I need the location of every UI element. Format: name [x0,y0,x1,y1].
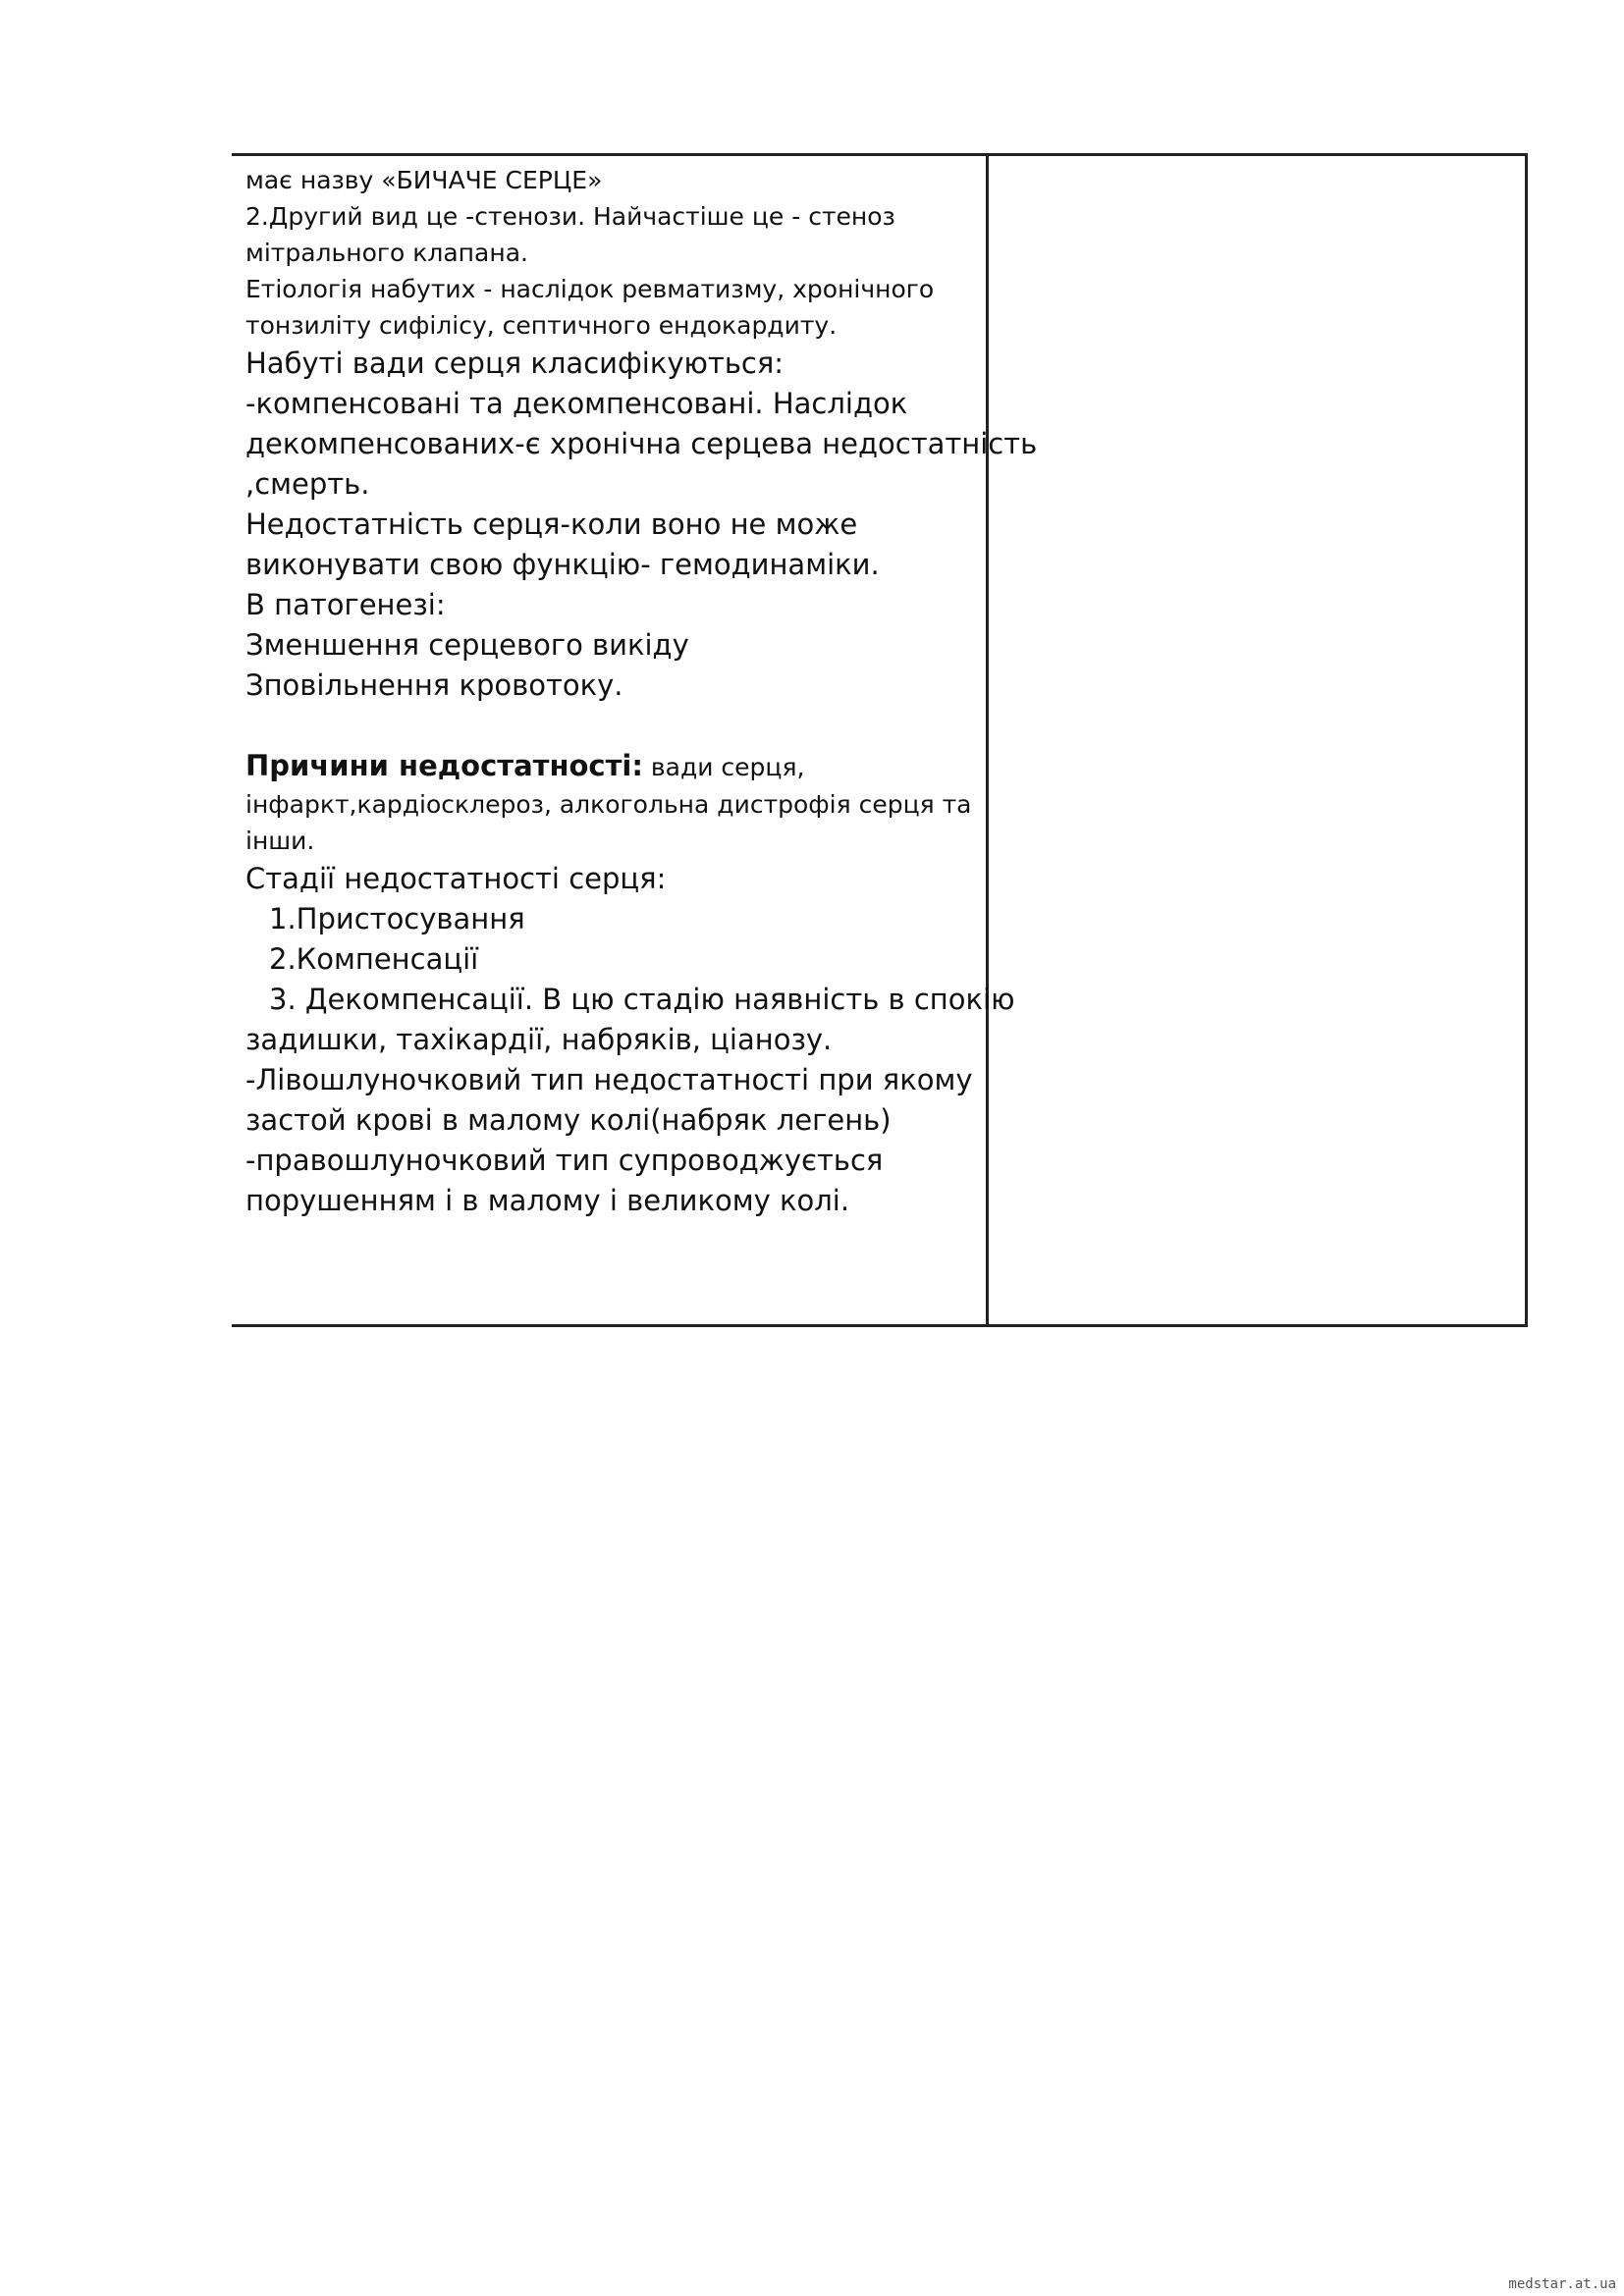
stage-item: 1.Пристосування [269,902,525,935]
text-line: -компенсовані та декомпенсовані. Наслідок [245,387,908,420]
document-table [232,153,1528,1327]
paragraph-gap [245,706,976,746]
text-line: інши. [245,827,315,855]
stage-item: 3. Декомпенсації. В цю стадію наявність в спокію [269,983,1015,1016]
stages-title: Стадії недостатності серця: [245,862,667,895]
text-line: застой крові в малому колі(набряк легень) [245,1103,892,1137]
text-line: мітрального клапана. [245,239,528,267]
text-line: тонзиліту сифілісу, септичного ендокардиту. [245,311,838,340]
text-line: Набуті вади серця класифікуються: [245,347,785,380]
text-line: порушенням і в малому і великому колі. [245,1184,850,1217]
text-line: Зменшення серцевого викіду [245,628,689,662]
text-line: декомпенсованих-є хронічна серцева недостатність [245,427,1038,460]
text-line: -Лівошлуночковий тип недостатності при якому [245,1063,973,1096]
text-line: виконувати свою функцію- гемодинаміки. [245,548,880,581]
text-line: має назву «БИЧАЧЕ СЕРЦЕ» [245,166,603,194]
watermark: medstar.at.ua [1508,2276,1616,2292]
text-line: Етіологія набутих - наслідок ревматизму, хронічного [245,275,935,303]
text-line: -правошлуночковий тип супроводжується [245,1144,884,1177]
text-line: Недостатність серця-коли воно не може [245,507,858,541]
text-line: В патогенезі: [245,588,446,621]
text-line: 2.Другий вид це -стенози. Найчастіше це - стеноз [245,202,895,231]
text-line: задишки, тахікардії, набряків, ціанозу. [245,1023,833,1056]
causes-label: Причини недостатності: [245,749,643,782]
stage-item: 2.Компенсації [269,942,479,976]
causes-text: вади серця, [642,753,805,781]
text-line: Зповільнення кровотоку. [245,668,623,702]
causes-line [245,746,976,786]
table-cell-content [232,155,1038,1326]
text-line: інфаркт,кардіосклероз, алкогольна дистрофія серця та [245,790,972,819]
table-cell-empty [988,155,1527,1326]
text-line: ,смерть. [245,467,370,501]
